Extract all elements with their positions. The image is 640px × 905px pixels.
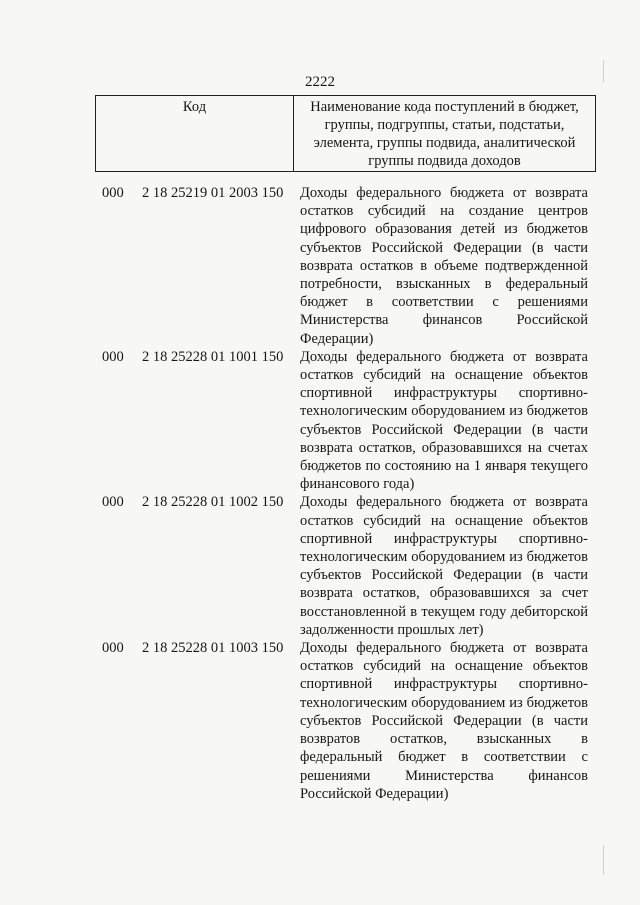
table-header <box>95 95 596 172</box>
revenue-code: 2 18 25219 01 2003 150 <box>142 185 284 201</box>
revenue-code: 2 18 25228 01 1002 150 <box>142 494 284 511</box>
scan-margin-mark <box>603 60 604 82</box>
revenue-description: Доходы федерального бюджета от возврата остатков субсидий на оснащение объектов спортивной инфраструктуры спортивно-технологическим оборудованием из бюджетов субъектов Российской Федерации (в части возврата остатков, образовавшихся на счетах бюджетов по состоянию на 1 января текущего финансового года) <box>300 348 588 493</box>
table-row <box>102 184 588 348</box>
revenue-code: 2 18 25228 01 1003 150 <box>142 640 284 657</box>
table-row <box>102 493 588 639</box>
admin-code: 000 <box>102 185 124 201</box>
revenue-description: Доходы федерального бюджета от возврата остатков субсидий на создание центров цифрового образования детей из бюджетов субъектов Российской Федерации (в части возврата остатков в объеме подтвержденной потребности, взысканных в федеральный бюджет в соответствии с решениями Министерства финансов Российской Федерации) <box>300 185 588 347</box>
admin-code: 000 <box>102 640 124 657</box>
code-rows <box>102 184 588 803</box>
table-row <box>102 348 588 494</box>
revenue-description: Доходы федерального бюджета от возврата остатков субсидий на оснащение объектов спортивной инфраструктуры спортивно-технологическим оборудованием из бюджетов субъектов Российской Федерации (в части возвратов остатков, взысканных в федеральный бюджет в соответствии с решениями Министерства финансов Российской Федерации) <box>300 640 588 802</box>
header-name-cell: Наименование кода поступлений в бюджет, группы, подгруппы, статьи, подстатьи, элемента, группы подвида, аналитической группы подвида доходов <box>294 96 596 172</box>
admin-code: 000 <box>102 348 124 365</box>
page-number: 2222 <box>305 74 335 90</box>
table-row <box>102 639 588 803</box>
header-code-cell: Код <box>96 96 294 172</box>
revenue-code: 2 18 25228 01 1001 150 <box>142 348 284 365</box>
scan-margin-mark <box>603 845 604 875</box>
admin-code: 000 <box>102 494 124 511</box>
revenue-description: Доходы федерального бюджета от возврата остатков субсидий на оснащение объектов спортивной инфраструктуры спортивно-технологическим оборудованием из бюджетов субъектов Российской Федерации (в части возврата остатков, образовавшихся за счет восстановленной в текущем году дебиторской задолженности прошлых лет) <box>300 494 588 638</box>
